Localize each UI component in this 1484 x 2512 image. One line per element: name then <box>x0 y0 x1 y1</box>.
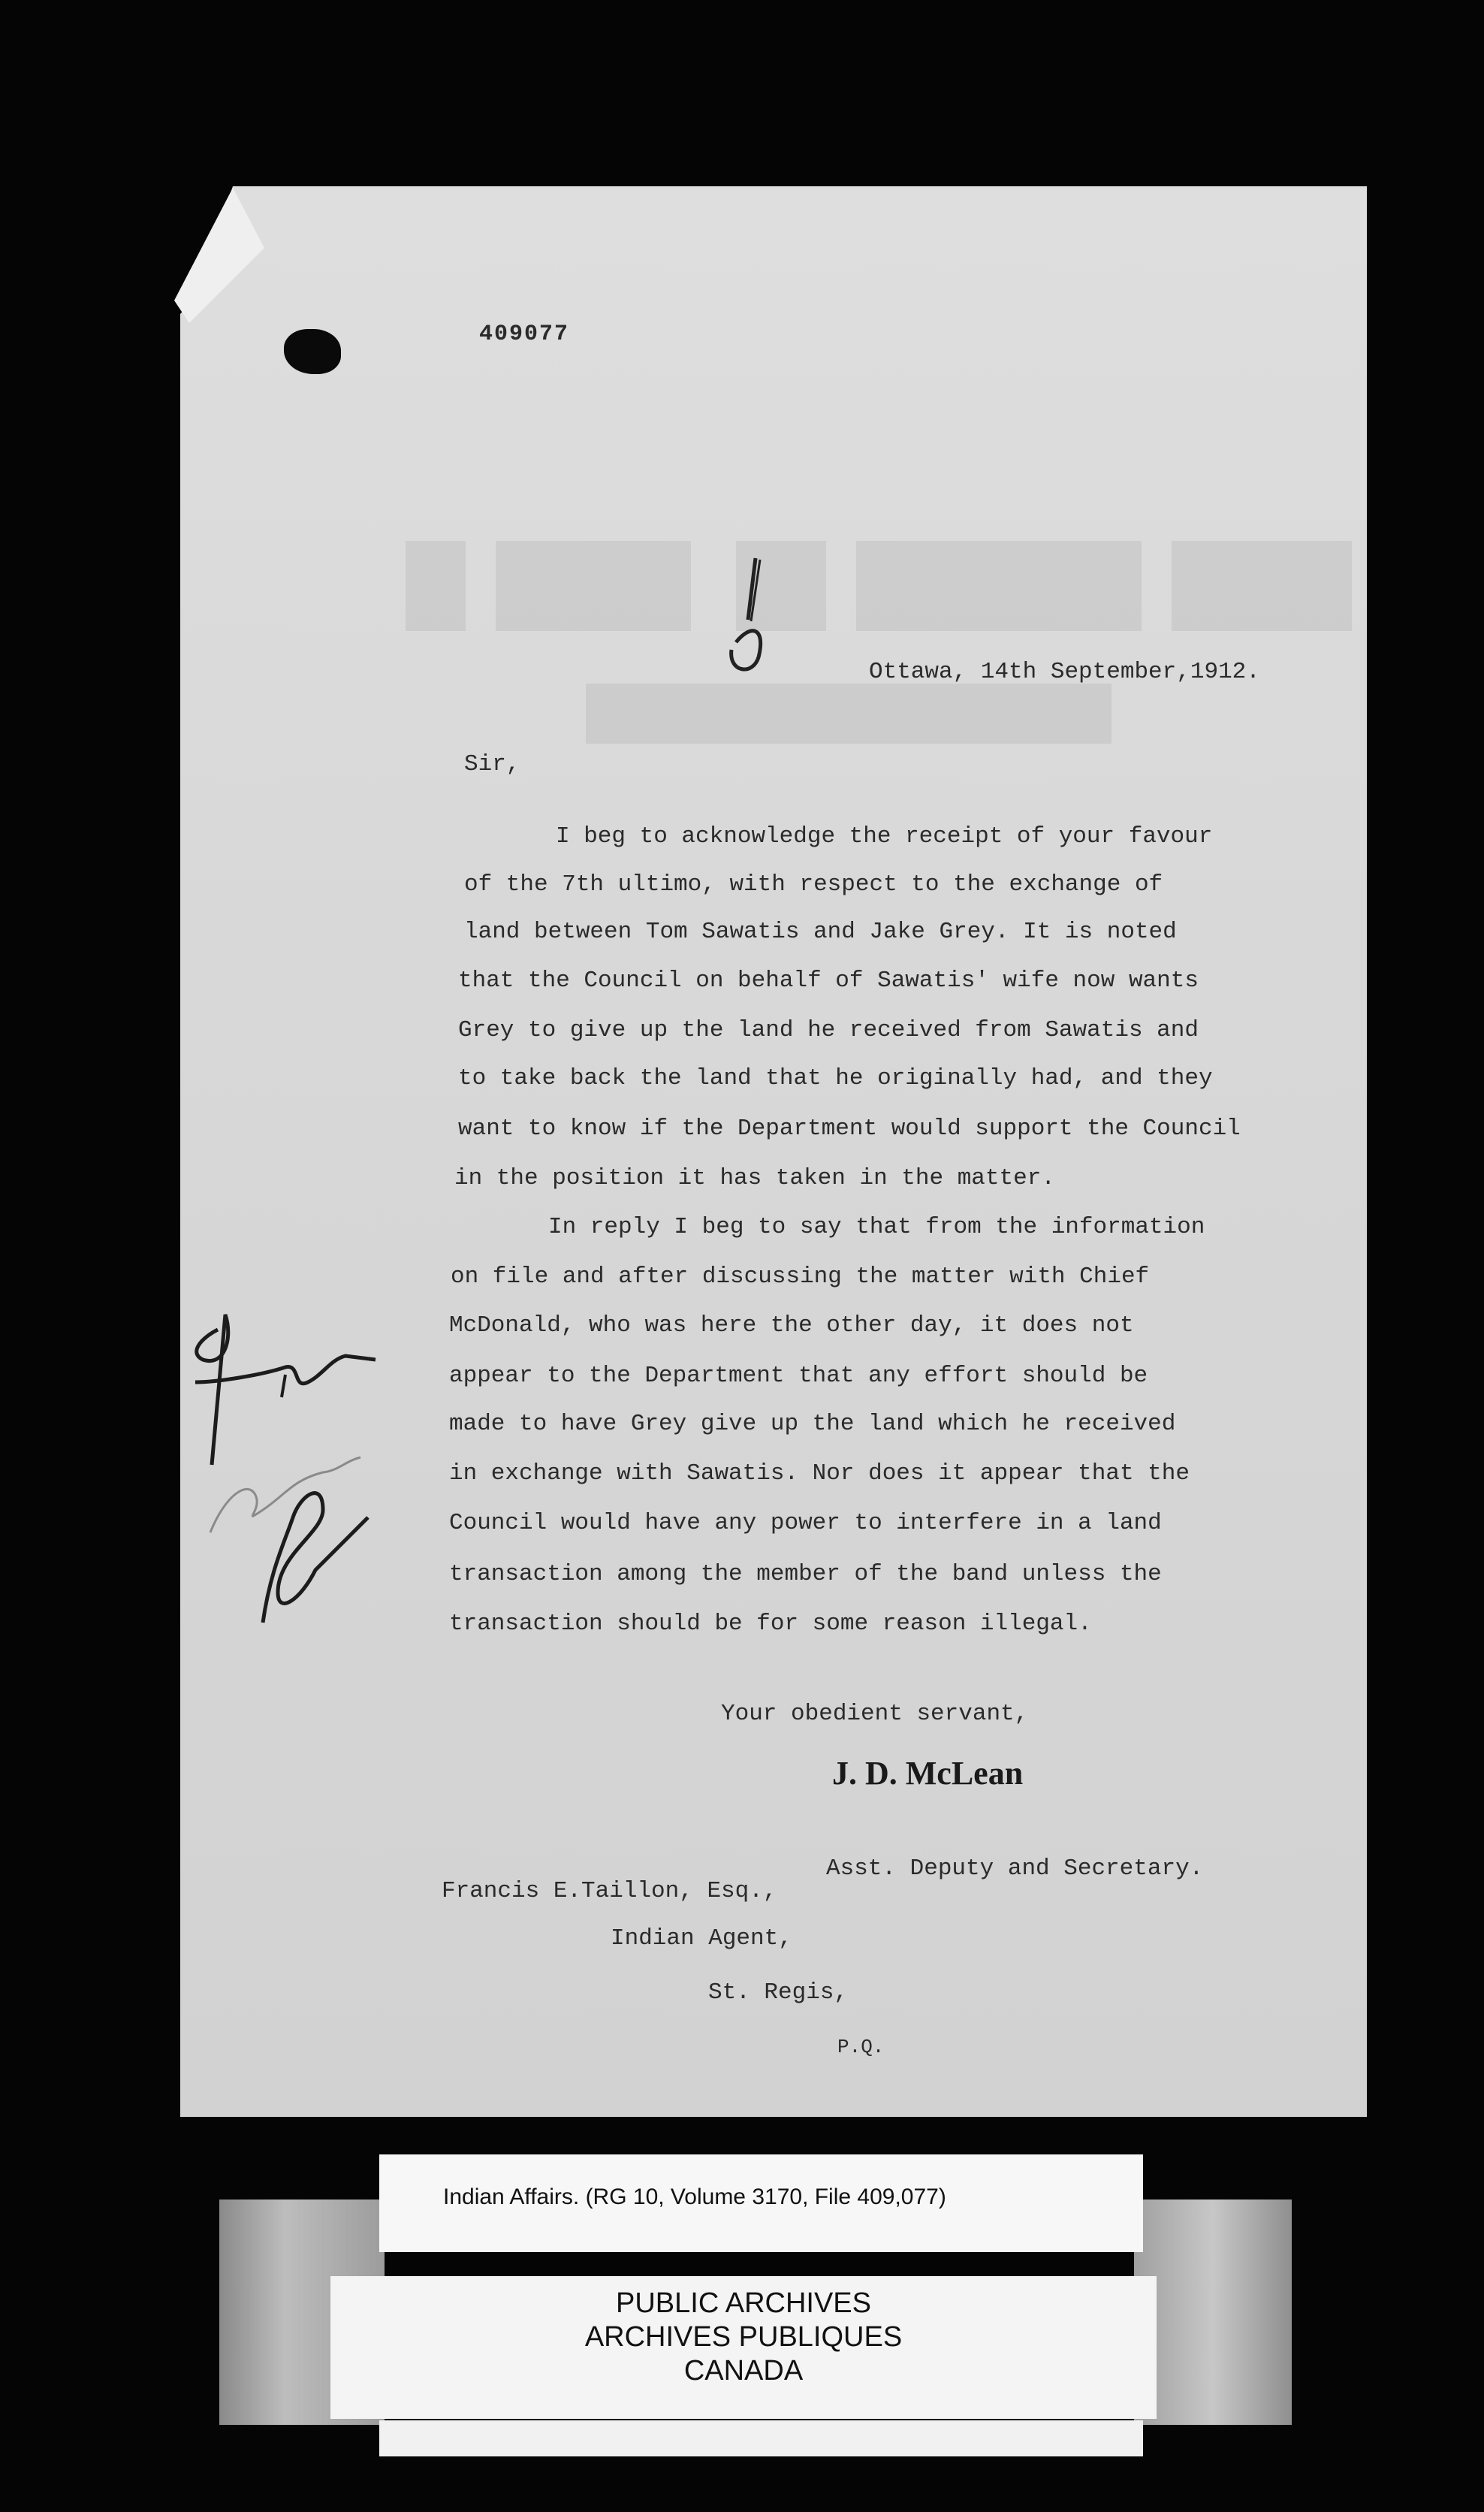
archive-stamp-line: ARCHIVES PUBLIQUES <box>584 2321 903 2353</box>
letter-page <box>180 186 1367 2117</box>
body-line: Grey to give up the land he received from Sawatis and <box>458 1017 1199 1043</box>
body-line: on file and after discussing the matter with Chief <box>451 1264 1150 1290</box>
addressee-line: Francis E.Taillon, Esq., <box>442 1878 777 1904</box>
handwritten-mark <box>721 552 781 695</box>
body-line: I beg to acknowledge the receipt of your favour <box>556 823 1213 850</box>
bleed-through-letterhead <box>391 511 1367 796</box>
body-line: to take back the land that he originally had, and they <box>458 1065 1213 1091</box>
body-line: in the position it has taken in the matter. <box>454 1165 1055 1191</box>
archive-reference: Indian Affairs. (RG 10, Volume 3170, File 409,077) <box>443 2184 946 2209</box>
archive-stamp-line: CANADA <box>683 2355 804 2387</box>
film-edge-right <box>1134 2200 1292 2425</box>
body-line: that the Council on behalf of Sawatis' wife now wants <box>458 968 1199 994</box>
body-line: in exchange with Sawatis. Nor does it appear that the <box>449 1460 1190 1487</box>
handwritten-margin-initials <box>173 1270 398 1630</box>
body-line: made to have Grey give up the land which he received <box>449 1411 1176 1437</box>
body-line: In reply I beg to say that from the information <box>548 1214 1205 1240</box>
addressee-line: St. Regis, <box>708 1979 849 2006</box>
body-line: appear to the Department that any effort should be <box>449 1363 1148 1389</box>
archive-stamp-line: PUBLIC ARCHIVES <box>616 2287 871 2319</box>
salutation: Sir, <box>464 751 520 777</box>
body-line: transaction among the member of the band unless the <box>449 1561 1162 1587</box>
bottom-label-strip <box>379 2420 1143 2456</box>
body-line: transaction should be for some reason illegal. <box>449 1611 1092 1637</box>
document-number: 409077 <box>479 322 570 347</box>
closing: Your obedient servant, <box>721 1701 1029 1727</box>
body-line: of the 7th ultimo, with respect to the exchange of <box>464 871 1163 898</box>
dateline: Ottawa, 14th September,1912. <box>869 659 1260 685</box>
addressee-line: P.Q. <box>837 2036 885 2058</box>
addressee-line: Indian Agent, <box>611 1925 792 1952</box>
body-line: Council would have any power to interfere in a land <box>449 1510 1162 1536</box>
body-line: McDonald, who was here the other day, it does not <box>449 1312 1134 1339</box>
punch-hole <box>284 329 341 374</box>
signatory-title: Asst. Deputy and Secretary. <box>826 1855 1204 1882</box>
body-line: want to know if the Department would support the Council <box>458 1116 1241 1142</box>
body-line: land between Tom Sawatis and Jake Grey. It is noted <box>464 919 1177 945</box>
signature-stamp: J. D. McLean <box>832 1755 1024 1792</box>
